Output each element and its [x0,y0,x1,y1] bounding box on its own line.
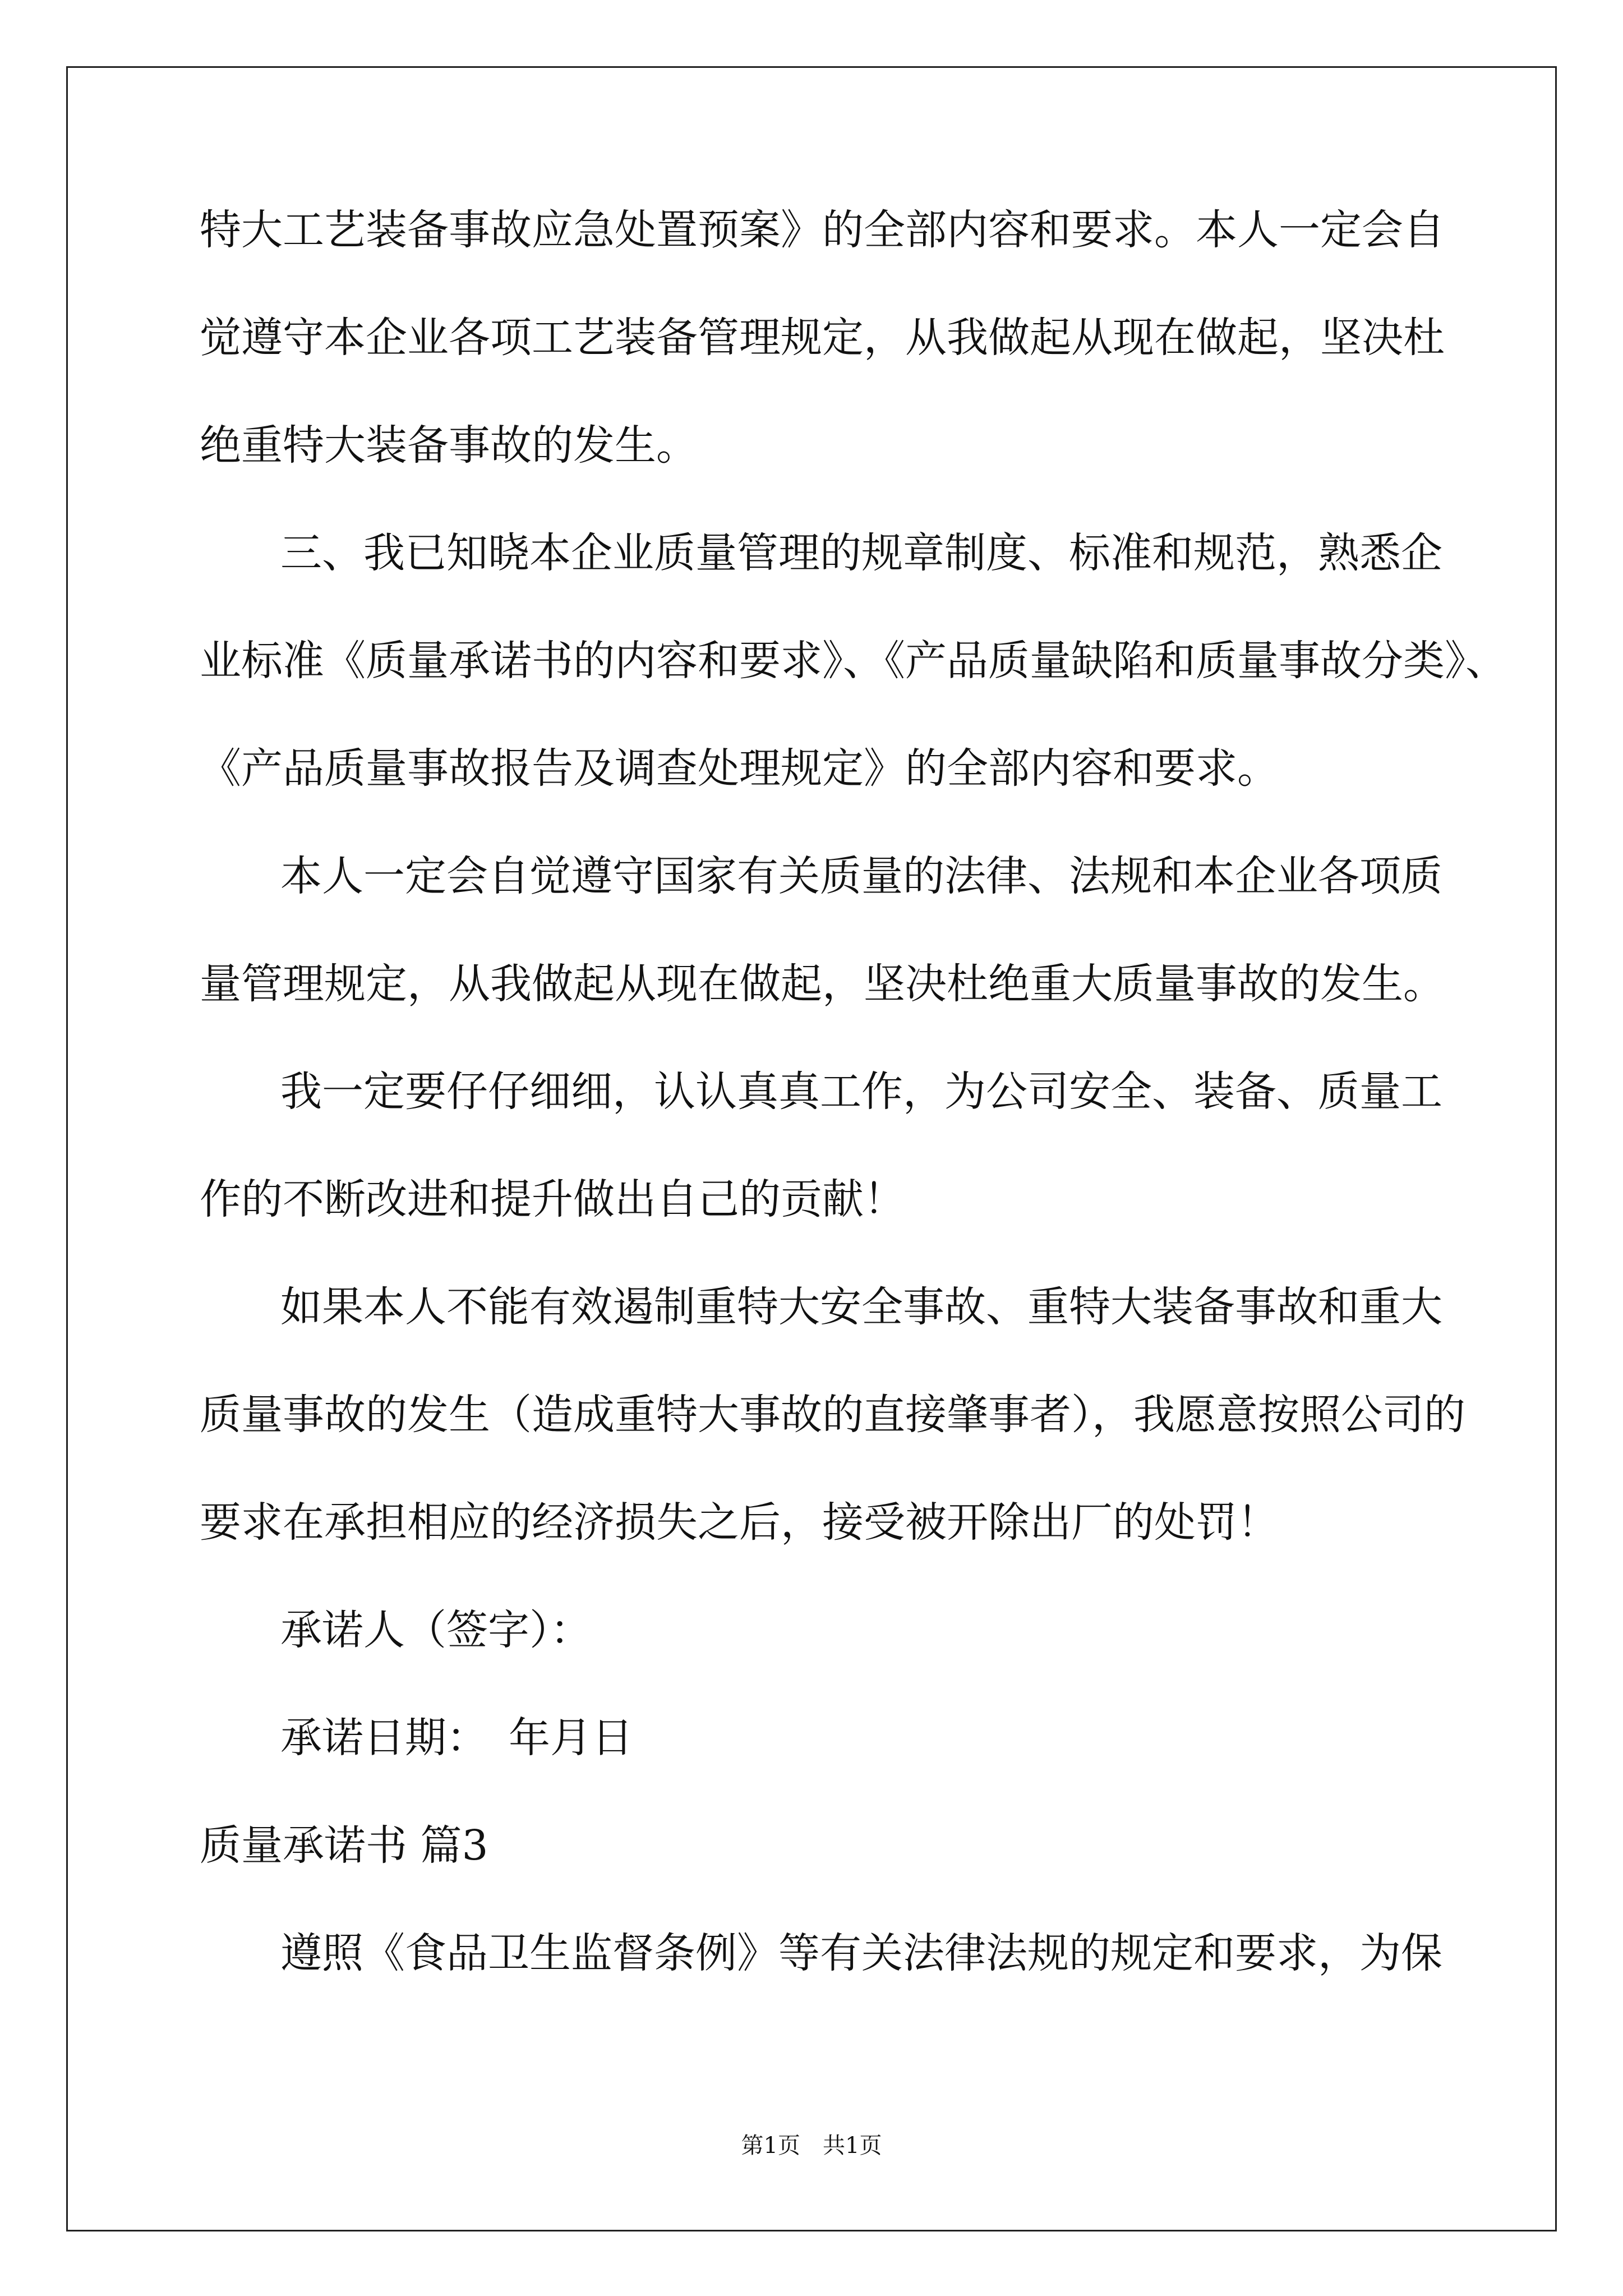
text-line: 量管理规定，从我做起从现在做起，坚决杜绝重大质量事故的发生。 [200,960,1445,1008]
paragraph-start-line: 如果本人不能有效遏制重特大安全事故、重特大装备事故和重大 [280,1283,1442,1331]
text-line: 作的不断改进和提升做出自己的贡献！ [200,1175,905,1223]
paragraph-start-line: 三、我已知晓本企业质量管理的规章制度、标准和规范，熟悉企 [280,529,1442,577]
date-line: 承诺日期： 年月日 [280,1714,633,1762]
text-line: 特大工艺装备事故应急处置预案》的全部内容和要求。本人一定会自 [200,206,1445,254]
paragraph-start-line: 遵照《食品卫生监督条例》等有关法律法规的规定和要求，为保 [280,1929,1442,1977]
text-line: 觉遵守本企业各项工艺装备管理规定，从我做起从现在做起，坚决杜 [200,314,1445,362]
text-line: 绝重特大装备事故的发生。 [200,421,698,470]
text-line: 《产品质量事故报告及调查处理规定》的全部内容和要求。 [200,744,1279,793]
paragraph-start-line: 本人一定会自觉遵守国家有关质量的法律、法规和本企业各项质 [280,852,1442,900]
page-footer: 第1页 共1页 [741,2133,882,2159]
section-heading: 质量承诺书 篇3 [200,1821,488,1870]
text-line: 业标准《质量承诺书的内容和要求》、《产品质量缺陷和质量事故分类》、 [200,637,1507,685]
text-line: 要求在承担相应的经济损失之后，接受被开除出厂的处罚！ [200,1498,1279,1547]
signature-line: 承诺人（签字）： [280,1606,592,1654]
paragraph-start-line: 我一定要仔仔细细，认认真真工作，为公司安全、装备、质量工 [280,1068,1442,1116]
text-line: 质量事故的发生（造成重特大事故的直接肇事者），我愿意按照公司的 [200,1391,1465,1439]
page-border [66,66,1557,2231]
